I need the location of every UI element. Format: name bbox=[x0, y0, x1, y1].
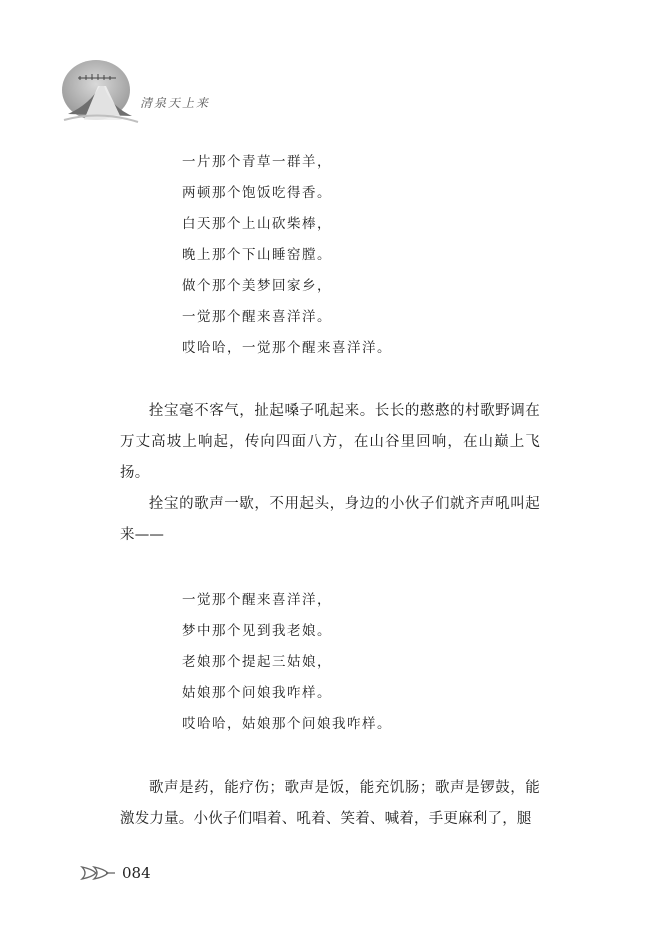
verse-line: 一片那个青草一群羊， bbox=[182, 154, 332, 170]
page-footer bbox=[80, 858, 151, 888]
verse-line: 一觉那个醒来喜洋洋， bbox=[182, 592, 332, 608]
verse-line: 梦中那个见到我老娘。 bbox=[182, 623, 332, 639]
paragraph: 歌声是药，能疗伤；歌声是饭，能充饥肠；歌声是锣鼓，能激发力量。小伙子们唱着、吼着、笑着、喊着，手更麻利了，腿 bbox=[120, 780, 540, 827]
prose-block-1 bbox=[120, 396, 540, 551]
running-header bbox=[60, 56, 260, 126]
prose-block-2 bbox=[120, 773, 540, 835]
song-verse-1 bbox=[182, 147, 392, 364]
verse-line: 白天那个上山砍柴棒， bbox=[182, 216, 332, 232]
verse-line: 晚上那个下山睡窑膛。 bbox=[182, 247, 332, 263]
verse-line: 哎哈哈，姑娘那个问娘我咋样。 bbox=[182, 716, 392, 732]
great-wall-icon bbox=[60, 56, 140, 126]
page-number: 084 bbox=[122, 864, 151, 882]
paragraph: 拴宝毫不客气，扯起嗓子吼起来。长长的憨憨的村歌野调在万丈高坡上响起，传向四面八方，在山谷里回响，在山巅上飞扬。 bbox=[120, 403, 540, 481]
running-title: 清泉天上来 bbox=[140, 96, 211, 110]
verse-line: 姑娘那个问娘我咋样。 bbox=[182, 685, 332, 701]
verse-line: 一觉那个醒来喜洋洋。 bbox=[182, 309, 332, 325]
verse-line: 老娘那个提起三姑娘， bbox=[182, 654, 332, 670]
song-verse-2 bbox=[182, 585, 392, 740]
paragraph: 拴宝的歌声一歇，不用起头，身边的小伙子们就齐声吼叫起来—— bbox=[120, 496, 540, 543]
verse-line: 两顿那个饱饭吃得香。 bbox=[182, 185, 332, 201]
verse-line: 哎哈哈，一觉那个醒来喜洋洋。 bbox=[182, 340, 392, 356]
verse-line: 做个那个美梦回家乡， bbox=[182, 278, 332, 294]
arrow-ornament-icon bbox=[80, 863, 116, 883]
